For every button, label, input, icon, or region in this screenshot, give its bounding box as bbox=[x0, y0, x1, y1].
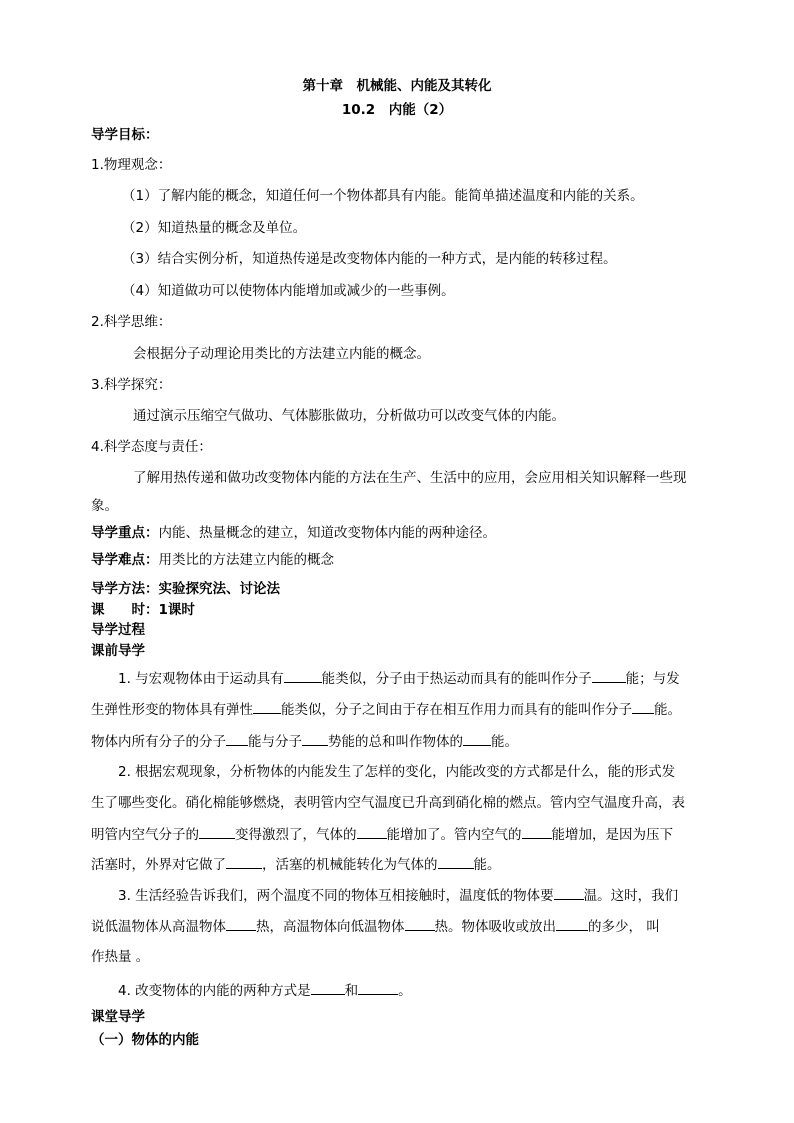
process-heading: 导学过程 bbox=[91, 622, 145, 638]
answer-blank[interactable] bbox=[632, 700, 654, 714]
question-2-line bbox=[91, 855, 501, 874]
question-text: 能类似，分子由于热运动而具有的能叫作分子 bbox=[321, 671, 592, 687]
question-text: 能增加，是因为压下 bbox=[551, 827, 673, 843]
question-3-line bbox=[91, 917, 660, 936]
question-text: 说低温物体从高温物体 bbox=[91, 919, 226, 935]
answer-blank[interactable] bbox=[522, 825, 552, 839]
question-text: 热。物体吸收或放出 bbox=[434, 919, 556, 935]
question-text: 热，高温物体向低温物体 bbox=[256, 919, 405, 935]
question-text: 明管内空气分子的 bbox=[91, 827, 199, 843]
question-text: 能增加了。管内空气的 bbox=[386, 827, 522, 843]
scientific-thinking-heading: 2.科学思维： bbox=[91, 314, 172, 330]
class-hours-label: 课 时： bbox=[91, 602, 159, 618]
question-1-line bbox=[118, 669, 680, 688]
method-text: 实验探究法、讨论法 bbox=[158, 581, 280, 597]
difficulty-label: 导学难点： bbox=[91, 552, 159, 568]
question-text: 生弹性形变的物体具有弹性 bbox=[91, 702, 253, 718]
question-text: 变得激烈了，气体的 bbox=[235, 827, 357, 843]
attitude-heading: 4.科学态度与责任： bbox=[91, 439, 212, 455]
question-text: 能；与发 bbox=[625, 671, 680, 687]
question-text: 的多少， 叫 bbox=[588, 919, 660, 935]
question-text: 3. 生活经验告诉我们，两个温度不同的物体互相接触时，温度低的物体要 bbox=[118, 888, 554, 904]
question-text: 活塞时，外界对它做了 bbox=[91, 857, 226, 873]
in-class-subheading: （一）物体的内能 bbox=[91, 1032, 199, 1048]
answer-blank[interactable] bbox=[284, 669, 322, 683]
question-2-line: 2. 根据宏观现象，分析物体的内能发生了怎样的变化，内能改变的方式都是什么，能的形式发 bbox=[118, 764, 676, 780]
objective-item: （4）知道做功可以使物体内能增加或减少的一些事例。 bbox=[122, 283, 455, 299]
class-hours bbox=[91, 601, 195, 619]
answer-blank[interactable] bbox=[253, 700, 281, 714]
objectives-heading: 导学目标： bbox=[91, 127, 159, 143]
question-text: 能。 bbox=[491, 734, 518, 750]
answer-blank[interactable] bbox=[438, 855, 474, 869]
attitude-text: 了解用热传递和做功改变物体内能的方法在生产、生活中的应用，会应用相关知识解释一些现 bbox=[133, 470, 687, 486]
question-text: 4. 改变物体的内能的两种方式是 bbox=[118, 983, 311, 999]
attitude-text: 象。 bbox=[91, 498, 118, 514]
question-text: 能。 bbox=[654, 702, 681, 718]
pre-class-heading: 课前导学 bbox=[91, 643, 145, 659]
answer-blank[interactable] bbox=[358, 981, 398, 995]
question-text: ，活塞的机械能转化为气体的 bbox=[262, 857, 438, 873]
answer-blank[interactable] bbox=[405, 917, 435, 931]
question-text: 能与分子 bbox=[248, 734, 302, 750]
answer-blank[interactable] bbox=[592, 669, 626, 683]
answer-blank[interactable] bbox=[311, 981, 345, 995]
section-title: 10.2 内能（2） bbox=[341, 102, 453, 118]
class-hours-text: 1课时 bbox=[158, 602, 195, 618]
answer-blank[interactable] bbox=[226, 917, 256, 931]
question-3-line bbox=[118, 886, 678, 905]
in-class-heading: 课堂导学 bbox=[91, 1009, 145, 1025]
question-3-line: 作热量 。 bbox=[91, 949, 150, 965]
method bbox=[91, 580, 280, 598]
method-label: 导学方法： bbox=[91, 581, 159, 597]
question-text: 物体内所有分子的分子 bbox=[91, 734, 226, 750]
answer-blank[interactable] bbox=[199, 825, 235, 839]
objective-item: （2）知道热量的概念及单位。 bbox=[122, 220, 307, 236]
scientific-inquiry-heading: 3.科学探究： bbox=[91, 377, 172, 393]
chapter-title: 第十章 机械能、内能及其转化 bbox=[302, 78, 492, 94]
physics-concept-heading: 1.物理观念： bbox=[91, 157, 172, 173]
question-text: 能类似，分子之间由于存在相互作用力而具有的能叫作分子 bbox=[281, 702, 632, 718]
scientific-inquiry-text: 通过演示压缩空气做功、气体膨胀做功，分析做功可以改变气体的内能。 bbox=[133, 408, 565, 424]
question-text: 。 bbox=[398, 983, 412, 999]
question-text: 1. 与宏观物体由于运动具有 bbox=[118, 671, 284, 687]
question-1-line bbox=[91, 732, 518, 751]
question-text: 能。 bbox=[473, 857, 501, 873]
key-point-label: 导学重点： bbox=[91, 525, 159, 541]
question-text: 温。这时，我们 bbox=[583, 888, 679, 904]
question-2-line: 生了哪些变化。硝化棉能够燃烧，表明管内空气温度已升高到硝化棉的燃点。管内空气温度升高，表 bbox=[91, 795, 685, 811]
key-point-text: 内能、热量概念的建立，知道改变物体内能的两种途径。 bbox=[158, 525, 496, 541]
question-text: 势能的总和叫作物体的 bbox=[328, 734, 463, 750]
key-point bbox=[91, 524, 496, 542]
objective-item: （3）结合实例分析，知道热传递是改变物体内能的一种方式，是内能的转移过程。 bbox=[122, 251, 617, 267]
question-text: 和 bbox=[344, 983, 359, 999]
question-1-line bbox=[91, 700, 681, 719]
answer-blank[interactable] bbox=[463, 732, 491, 746]
answer-blank[interactable] bbox=[554, 886, 584, 900]
answer-blank[interactable] bbox=[357, 825, 387, 839]
scientific-thinking-text: 会根据分子动理论用类比的方法建立内能的概念。 bbox=[133, 346, 430, 362]
question-4-line bbox=[118, 981, 412, 1000]
difficulty-text: 用类比的方法建立内能的概念 bbox=[158, 552, 334, 568]
answer-blank[interactable] bbox=[302, 732, 328, 746]
answer-blank[interactable] bbox=[556, 917, 588, 931]
objective-item: （1）了解内能的概念，知道任何一个物体都具有内能。能简单描述温度和内能的关系。 bbox=[122, 188, 644, 204]
answer-blank[interactable] bbox=[226, 855, 262, 869]
question-2-line bbox=[91, 825, 673, 844]
difficulty bbox=[91, 551, 334, 569]
answer-blank[interactable] bbox=[226, 732, 248, 746]
